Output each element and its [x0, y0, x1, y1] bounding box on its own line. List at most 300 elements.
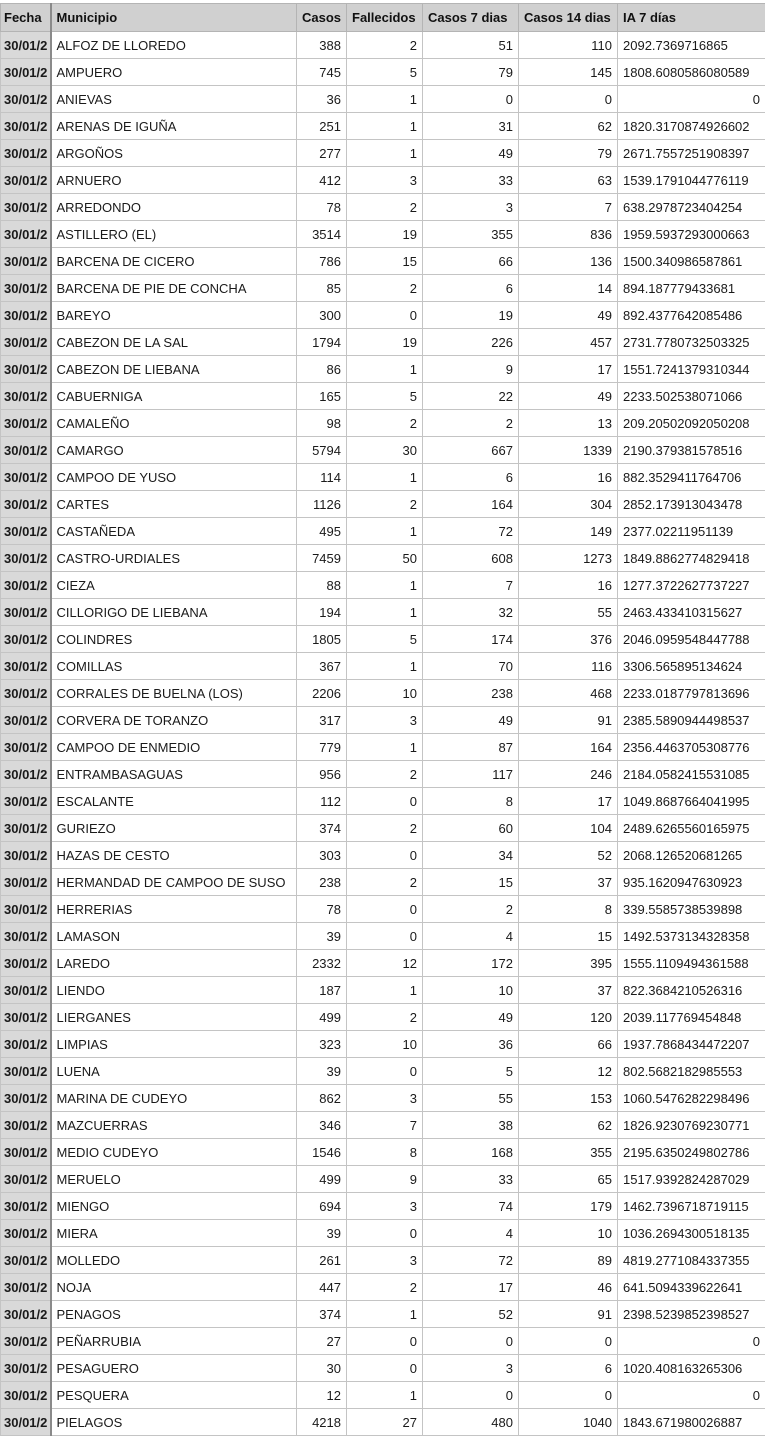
cell-casos-14-dias[interactable]: 1339	[519, 437, 618, 464]
cell-casos[interactable]: 694	[297, 1193, 347, 1220]
cell-ia-7-dias[interactable]: 2195.6350249802786	[618, 1139, 765, 1166]
cell-fallecidos[interactable]: 1	[347, 86, 423, 113]
cell-ia-7-dias[interactable]: 2731.7780732503325	[618, 329, 765, 356]
cell-fecha[interactable]: 30/01/2	[1, 1301, 51, 1328]
cell-casos-14-dias[interactable]: 149	[519, 518, 618, 545]
cell-casos-14-dias[interactable]: 246	[519, 761, 618, 788]
cell-ia-7-dias[interactable]: 1036.2694300518135	[618, 1220, 765, 1247]
cell-municipio[interactable]: MIENGO	[51, 1193, 297, 1220]
cell-municipio[interactable]: CASTRO-URDIALES	[51, 545, 297, 572]
cell-casos-7-dias[interactable]: 51	[423, 32, 519, 59]
cell-fallecidos[interactable]: 3	[347, 167, 423, 194]
cell-ia-7-dias[interactable]: 892.4377642085486	[618, 302, 765, 329]
cell-fallecidos[interactable]: 1	[347, 518, 423, 545]
cell-casos-7-dias[interactable]: 79	[423, 59, 519, 86]
cell-fallecidos[interactable]: 1	[347, 653, 423, 680]
cell-ia-7-dias[interactable]: 935.1620947630923	[618, 869, 765, 896]
cell-casos-7-dias[interactable]: 49	[423, 1004, 519, 1031]
cell-municipio[interactable]: CABUERNIGA	[51, 383, 297, 410]
cell-casos-7-dias[interactable]: 33	[423, 1166, 519, 1193]
cell-ia-7-dias[interactable]: 2184.0582415531085	[618, 761, 765, 788]
cell-casos[interactable]: 499	[297, 1166, 347, 1193]
cell-casos[interactable]: 27	[297, 1328, 347, 1355]
cell-fecha[interactable]: 30/01/2	[1, 437, 51, 464]
cell-casos-7-dias[interactable]: 10	[423, 977, 519, 1004]
cell-fecha[interactable]: 30/01/2	[1, 1409, 51, 1436]
cell-ia-7-dias[interactable]: 1500.340986587861	[618, 248, 765, 275]
cell-casos-14-dias[interactable]: 12	[519, 1058, 618, 1085]
cell-municipio[interactable]: ASTILLERO (EL)	[51, 221, 297, 248]
cell-casos-14-dias[interactable]: 8	[519, 896, 618, 923]
cell-fecha[interactable]: 30/01/2	[1, 572, 51, 599]
cell-municipio[interactable]: HAZAS DE CESTO	[51, 842, 297, 869]
cell-casos[interactable]: 165	[297, 383, 347, 410]
column-header-ia-7-dias[interactable]: IA 7 días	[618, 4, 765, 32]
cell-casos[interactable]: 194	[297, 599, 347, 626]
cell-casos-7-dias[interactable]: 60	[423, 815, 519, 842]
cell-casos-7-dias[interactable]: 4	[423, 1220, 519, 1247]
cell-fallecidos[interactable]: 2	[347, 410, 423, 437]
cell-casos-7-dias[interactable]: 52	[423, 1301, 519, 1328]
cell-casos-14-dias[interactable]: 395	[519, 950, 618, 977]
cell-casos-14-dias[interactable]: 37	[519, 977, 618, 1004]
cell-casos-7-dias[interactable]: 3	[423, 1355, 519, 1382]
cell-municipio[interactable]: LIMPIAS	[51, 1031, 297, 1058]
column-header-municipio[interactable]: Municipio	[51, 4, 297, 32]
cell-municipio[interactable]: NOJA	[51, 1274, 297, 1301]
cell-casos-14-dias[interactable]: 7	[519, 194, 618, 221]
cell-fecha[interactable]: 30/01/2	[1, 329, 51, 356]
cell-fallecidos[interactable]: 5	[347, 626, 423, 653]
cell-casos-14-dias[interactable]: 14	[519, 275, 618, 302]
cell-casos-14-dias[interactable]: 6	[519, 1355, 618, 1382]
cell-casos-14-dias[interactable]: 15	[519, 923, 618, 950]
cell-fecha[interactable]: 30/01/2	[1, 167, 51, 194]
cell-municipio[interactable]: MERUELO	[51, 1166, 297, 1193]
cell-ia-7-dias[interactable]: 1820.3170874926602	[618, 113, 765, 140]
cell-fallecidos[interactable]: 3	[347, 707, 423, 734]
cell-fecha[interactable]: 30/01/2	[1, 1247, 51, 1274]
cell-fecha[interactable]: 30/01/2	[1, 896, 51, 923]
cell-fecha[interactable]: 30/01/2	[1, 977, 51, 1004]
cell-casos-14-dias[interactable]: 63	[519, 167, 618, 194]
cell-fecha[interactable]: 30/01/2	[1, 356, 51, 383]
cell-fecha[interactable]: 30/01/2	[1, 680, 51, 707]
cell-fallecidos[interactable]: 1	[347, 464, 423, 491]
cell-casos-7-dias[interactable]: 36	[423, 1031, 519, 1058]
cell-casos-7-dias[interactable]: 8	[423, 788, 519, 815]
cell-fallecidos[interactable]: 1	[347, 977, 423, 1004]
cell-municipio[interactable]: MEDIO CUDEYO	[51, 1139, 297, 1166]
cell-casos[interactable]: 261	[297, 1247, 347, 1274]
cell-casos-14-dias[interactable]: 0	[519, 86, 618, 113]
cell-casos-7-dias[interactable]: 15	[423, 869, 519, 896]
cell-fallecidos[interactable]: 2	[347, 32, 423, 59]
cell-casos-14-dias[interactable]: 17	[519, 788, 618, 815]
cell-municipio[interactable]: ARGOÑOS	[51, 140, 297, 167]
cell-casos-7-dias[interactable]: 4	[423, 923, 519, 950]
cell-municipio[interactable]: HERRERIAS	[51, 896, 297, 923]
cell-casos-7-dias[interactable]: 117	[423, 761, 519, 788]
cell-fallecidos[interactable]: 0	[347, 1355, 423, 1382]
cell-fecha[interactable]: 30/01/2	[1, 545, 51, 572]
cell-casos-7-dias[interactable]: 0	[423, 1382, 519, 1409]
cell-casos-7-dias[interactable]: 55	[423, 1085, 519, 1112]
cell-casos[interactable]: 447	[297, 1274, 347, 1301]
cell-casos-7-dias[interactable]: 34	[423, 842, 519, 869]
cell-casos-14-dias[interactable]: 16	[519, 464, 618, 491]
cell-casos[interactable]: 112	[297, 788, 347, 815]
cell-ia-7-dias[interactable]: 1555.1109494361588	[618, 950, 765, 977]
cell-fallecidos[interactable]: 1	[347, 356, 423, 383]
cell-fallecidos[interactable]: 0	[347, 842, 423, 869]
cell-casos[interactable]: 30	[297, 1355, 347, 1382]
cell-fecha[interactable]: 30/01/2	[1, 788, 51, 815]
cell-municipio[interactable]: PENAGOS	[51, 1301, 297, 1328]
cell-casos[interactable]: 374	[297, 815, 347, 842]
cell-municipio[interactable]: PEÑARRUBIA	[51, 1328, 297, 1355]
cell-municipio[interactable]: CABEZON DE LA SAL	[51, 329, 297, 356]
cell-fallecidos[interactable]: 1	[347, 113, 423, 140]
cell-casos[interactable]: 2332	[297, 950, 347, 977]
cell-casos[interactable]: 779	[297, 734, 347, 761]
cell-fecha[interactable]: 30/01/2	[1, 734, 51, 761]
cell-casos[interactable]: 786	[297, 248, 347, 275]
cell-ia-7-dias[interactable]: 802.5682182985553	[618, 1058, 765, 1085]
cell-casos[interactable]: 39	[297, 923, 347, 950]
cell-fecha[interactable]: 30/01/2	[1, 653, 51, 680]
cell-casos-7-dias[interactable]: 608	[423, 545, 519, 572]
column-header-fallecidos[interactable]: Fallecidos	[347, 4, 423, 32]
cell-casos-14-dias[interactable]: 136	[519, 248, 618, 275]
cell-fallecidos[interactable]: 7	[347, 1112, 423, 1139]
cell-ia-7-dias[interactable]: 0	[618, 86, 765, 113]
cell-casos[interactable]: 1805	[297, 626, 347, 653]
cell-casos-7-dias[interactable]: 49	[423, 140, 519, 167]
cell-municipio[interactable]: ESCALANTE	[51, 788, 297, 815]
cell-fecha[interactable]: 30/01/2	[1, 1166, 51, 1193]
cell-ia-7-dias[interactable]: 1060.5476282298496	[618, 1085, 765, 1112]
cell-fecha[interactable]: 30/01/2	[1, 59, 51, 86]
cell-casos-14-dias[interactable]: 153	[519, 1085, 618, 1112]
cell-casos-14-dias[interactable]: 16	[519, 572, 618, 599]
cell-casos-14-dias[interactable]: 91	[519, 707, 618, 734]
cell-casos-14-dias[interactable]: 145	[519, 59, 618, 86]
cell-fecha[interactable]: 30/01/2	[1, 842, 51, 869]
cell-fecha[interactable]: 30/01/2	[1, 1328, 51, 1355]
cell-fallecidos[interactable]: 2	[347, 1004, 423, 1031]
cell-fallecidos[interactable]: 0	[347, 1220, 423, 1247]
cell-casos-14-dias[interactable]: 89	[519, 1247, 618, 1274]
cell-casos[interactable]: 114	[297, 464, 347, 491]
cell-casos-14-dias[interactable]: 304	[519, 491, 618, 518]
cell-casos-7-dias[interactable]: 226	[423, 329, 519, 356]
cell-fecha[interactable]: 30/01/2	[1, 599, 51, 626]
cell-ia-7-dias[interactable]: 1826.9230769230771	[618, 1112, 765, 1139]
cell-casos-14-dias[interactable]: 376	[519, 626, 618, 653]
cell-municipio[interactable]: CORVERA DE TORANZO	[51, 707, 297, 734]
cell-casos-7-dias[interactable]: 33	[423, 167, 519, 194]
cell-casos-7-dias[interactable]: 480	[423, 1409, 519, 1436]
cell-casos-14-dias[interactable]: 65	[519, 1166, 618, 1193]
column-header-fecha[interactable]: Fecha	[1, 4, 51, 32]
cell-casos-7-dias[interactable]: 164	[423, 491, 519, 518]
cell-ia-7-dias[interactable]: 2489.6265560165975	[618, 815, 765, 842]
cell-municipio[interactable]: PESQUERA	[51, 1382, 297, 1409]
cell-casos-14-dias[interactable]: 1273	[519, 545, 618, 572]
cell-fecha[interactable]: 30/01/2	[1, 1112, 51, 1139]
cell-ia-7-dias[interactable]: 0	[618, 1328, 765, 1355]
cell-ia-7-dias[interactable]: 894.187779433681	[618, 275, 765, 302]
cell-casos-7-dias[interactable]: 72	[423, 518, 519, 545]
cell-casos-7-dias[interactable]: 22	[423, 383, 519, 410]
cell-casos-14-dias[interactable]: 13	[519, 410, 618, 437]
cell-ia-7-dias[interactable]: 2852.173913043478	[618, 491, 765, 518]
cell-fallecidos[interactable]: 3	[347, 1193, 423, 1220]
cell-casos-14-dias[interactable]: 66	[519, 1031, 618, 1058]
cell-casos-7-dias[interactable]: 49	[423, 707, 519, 734]
cell-casos-14-dias[interactable]: 55	[519, 599, 618, 626]
cell-casos-14-dias[interactable]: 49	[519, 383, 618, 410]
cell-casos-7-dias[interactable]: 168	[423, 1139, 519, 1166]
cell-casos[interactable]: 745	[297, 59, 347, 86]
cell-fallecidos[interactable]: 1	[347, 1301, 423, 1328]
cell-casos-14-dias[interactable]: 104	[519, 815, 618, 842]
cell-ia-7-dias[interactable]: 1843.671980026887	[618, 1409, 765, 1436]
cell-fecha[interactable]: 30/01/2	[1, 815, 51, 842]
cell-casos-7-dias[interactable]: 32	[423, 599, 519, 626]
cell-fallecidos[interactable]: 27	[347, 1409, 423, 1436]
cell-ia-7-dias[interactable]: 822.3684210526316	[618, 977, 765, 1004]
cell-fecha[interactable]: 30/01/2	[1, 1058, 51, 1085]
cell-fecha[interactable]: 30/01/2	[1, 869, 51, 896]
cell-fallecidos[interactable]: 12	[347, 950, 423, 977]
cell-casos-14-dias[interactable]: 10	[519, 1220, 618, 1247]
cell-fecha[interactable]: 30/01/2	[1, 302, 51, 329]
cell-municipio[interactable]: CASTAÑEDA	[51, 518, 297, 545]
cell-municipio[interactable]: AMPUERO	[51, 59, 297, 86]
cell-casos[interactable]: 1546	[297, 1139, 347, 1166]
cell-casos-14-dias[interactable]: 49	[519, 302, 618, 329]
cell-ia-7-dias[interactable]: 1808.6080586080589	[618, 59, 765, 86]
cell-casos-7-dias[interactable]: 66	[423, 248, 519, 275]
cell-casos[interactable]: 1126	[297, 491, 347, 518]
cell-ia-7-dias[interactable]: 4819.2771084337355	[618, 1247, 765, 1274]
cell-casos[interactable]: 862	[297, 1085, 347, 1112]
cell-ia-7-dias[interactable]: 2671.7557251908397	[618, 140, 765, 167]
cell-fallecidos[interactable]: 2	[347, 815, 423, 842]
column-header-casos[interactable]: Casos	[297, 4, 347, 32]
cell-fallecidos[interactable]: 19	[347, 221, 423, 248]
cell-fecha[interactable]: 30/01/2	[1, 491, 51, 518]
cell-fecha[interactable]: 30/01/2	[1, 464, 51, 491]
cell-municipio[interactable]: ENTRAMBASAGUAS	[51, 761, 297, 788]
cell-ia-7-dias[interactable]: 1517.9392824287029	[618, 1166, 765, 1193]
cell-casos-7-dias[interactable]: 17	[423, 1274, 519, 1301]
cell-municipio[interactable]: COMILLAS	[51, 653, 297, 680]
cell-casos[interactable]: 300	[297, 302, 347, 329]
cell-municipio[interactable]: LIENDO	[51, 977, 297, 1004]
cell-municipio[interactable]: CORRALES DE BUELNA (LOS)	[51, 680, 297, 707]
cell-casos-7-dias[interactable]: 5	[423, 1058, 519, 1085]
cell-municipio[interactable]: LAREDO	[51, 950, 297, 977]
cell-fecha[interactable]: 30/01/2	[1, 1085, 51, 1112]
column-header-casos-14-dias[interactable]: Casos 14 dias	[519, 4, 618, 32]
cell-fallecidos[interactable]: 1	[347, 572, 423, 599]
cell-casos-7-dias[interactable]: 87	[423, 734, 519, 761]
cell-casos-14-dias[interactable]: 164	[519, 734, 618, 761]
cell-ia-7-dias[interactable]: 1849.8862774829418	[618, 545, 765, 572]
cell-fallecidos[interactable]: 30	[347, 437, 423, 464]
cell-casos-7-dias[interactable]: 70	[423, 653, 519, 680]
cell-fallecidos[interactable]: 3	[347, 1085, 423, 1112]
cell-fallecidos[interactable]: 0	[347, 788, 423, 815]
cell-casos-14-dias[interactable]: 1040	[519, 1409, 618, 1436]
cell-fallecidos[interactable]: 2	[347, 491, 423, 518]
cell-casos-14-dias[interactable]: 91	[519, 1301, 618, 1328]
cell-fallecidos[interactable]: 8	[347, 1139, 423, 1166]
cell-casos-7-dias[interactable]: 19	[423, 302, 519, 329]
cell-ia-7-dias[interactable]: 2398.5239852398527	[618, 1301, 765, 1328]
cell-casos-7-dias[interactable]: 174	[423, 626, 519, 653]
cell-municipio[interactable]: ARENAS DE IGUÑA	[51, 113, 297, 140]
cell-casos[interactable]: 346	[297, 1112, 347, 1139]
cell-casos-7-dias[interactable]: 7	[423, 572, 519, 599]
cell-casos-14-dias[interactable]: 52	[519, 842, 618, 869]
cell-casos[interactable]: 499	[297, 1004, 347, 1031]
cell-casos[interactable]: 78	[297, 896, 347, 923]
cell-casos-14-dias[interactable]: 0	[519, 1382, 618, 1409]
cell-casos-7-dias[interactable]: 238	[423, 680, 519, 707]
cell-ia-7-dias[interactable]: 1539.1791044776119	[618, 167, 765, 194]
cell-ia-7-dias[interactable]: 2039.117769454848	[618, 1004, 765, 1031]
cell-casos[interactable]: 98	[297, 410, 347, 437]
cell-fallecidos[interactable]: 2	[347, 761, 423, 788]
cell-casos[interactable]: 374	[297, 1301, 347, 1328]
cell-fecha[interactable]: 30/01/2	[1, 923, 51, 950]
cell-casos[interactable]: 412	[297, 167, 347, 194]
cell-casos-14-dias[interactable]: 62	[519, 1112, 618, 1139]
cell-municipio[interactable]: ALFOZ DE LLOREDO	[51, 32, 297, 59]
cell-casos[interactable]: 5794	[297, 437, 347, 464]
cell-casos-14-dias[interactable]: 17	[519, 356, 618, 383]
cell-ia-7-dias[interactable]: 209.20502092050208	[618, 410, 765, 437]
cell-ia-7-dias[interactable]: 2385.5890944498537	[618, 707, 765, 734]
cell-ia-7-dias[interactable]: 1551.7241379310344	[618, 356, 765, 383]
cell-casos[interactable]: 1794	[297, 329, 347, 356]
cell-municipio[interactable]: CABEZON DE LIEBANA	[51, 356, 297, 383]
cell-fallecidos[interactable]: 0	[347, 302, 423, 329]
cell-fallecidos[interactable]: 2	[347, 1274, 423, 1301]
cell-fallecidos[interactable]: 9	[347, 1166, 423, 1193]
cell-ia-7-dias[interactable]: 1462.7396718719115	[618, 1193, 765, 1220]
cell-municipio[interactable]: HERMANDAD DE CAMPOO DE SUSO	[51, 869, 297, 896]
cell-casos-14-dias[interactable]: 179	[519, 1193, 618, 1220]
cell-casos-14-dias[interactable]: 120	[519, 1004, 618, 1031]
cell-fallecidos[interactable]: 19	[347, 329, 423, 356]
cell-casos-14-dias[interactable]: 37	[519, 869, 618, 896]
cell-ia-7-dias[interactable]: 1020.408163265306	[618, 1355, 765, 1382]
cell-casos[interactable]: 12	[297, 1382, 347, 1409]
cell-casos[interactable]: 367	[297, 653, 347, 680]
cell-fallecidos[interactable]: 1	[347, 1382, 423, 1409]
cell-casos[interactable]: 88	[297, 572, 347, 599]
cell-casos-7-dias[interactable]: 172	[423, 950, 519, 977]
cell-municipio[interactable]: BARCENA DE CICERO	[51, 248, 297, 275]
cell-municipio[interactable]: CIEZA	[51, 572, 297, 599]
cell-casos[interactable]: 388	[297, 32, 347, 59]
cell-fecha[interactable]: 30/01/2	[1, 950, 51, 977]
cell-ia-7-dias[interactable]: 2092.7369716865	[618, 32, 765, 59]
cell-fecha[interactable]: 30/01/2	[1, 1220, 51, 1247]
cell-fallecidos[interactable]: 15	[347, 248, 423, 275]
cell-casos[interactable]: 4218	[297, 1409, 347, 1436]
cell-casos[interactable]: 7459	[297, 545, 347, 572]
cell-fallecidos[interactable]: 10	[347, 680, 423, 707]
cell-casos-14-dias[interactable]: 79	[519, 140, 618, 167]
cell-municipio[interactable]: MARINA DE CUDEYO	[51, 1085, 297, 1112]
cell-municipio[interactable]: BARCENA DE PIE DE CONCHA	[51, 275, 297, 302]
cell-ia-7-dias[interactable]: 0	[618, 1382, 765, 1409]
cell-casos[interactable]: 277	[297, 140, 347, 167]
cell-fecha[interactable]: 30/01/2	[1, 761, 51, 788]
cell-casos[interactable]: 956	[297, 761, 347, 788]
cell-casos-7-dias[interactable]: 0	[423, 1328, 519, 1355]
cell-municipio[interactable]: CARTES	[51, 491, 297, 518]
cell-fecha[interactable]: 30/01/2	[1, 1004, 51, 1031]
cell-casos[interactable]: 238	[297, 869, 347, 896]
cell-casos[interactable]: 39	[297, 1058, 347, 1085]
cell-fecha[interactable]: 30/01/2	[1, 1355, 51, 1382]
cell-casos-7-dias[interactable]: 31	[423, 113, 519, 140]
cell-casos-14-dias[interactable]: 468	[519, 680, 618, 707]
cell-fallecidos[interactable]: 2	[347, 194, 423, 221]
cell-ia-7-dias[interactable]: 339.5585738539898	[618, 896, 765, 923]
cell-ia-7-dias[interactable]: 638.2978723404254	[618, 194, 765, 221]
cell-fecha[interactable]: 30/01/2	[1, 1031, 51, 1058]
cell-casos-14-dias[interactable]: 116	[519, 653, 618, 680]
cell-casos[interactable]: 495	[297, 518, 347, 545]
cell-municipio[interactable]: COLINDRES	[51, 626, 297, 653]
cell-casos-7-dias[interactable]: 2	[423, 410, 519, 437]
cell-municipio[interactable]: MIERA	[51, 1220, 297, 1247]
cell-municipio[interactable]: CILLORIGO DE LIEBANA	[51, 599, 297, 626]
cell-municipio[interactable]: LUENA	[51, 1058, 297, 1085]
cell-casos-7-dias[interactable]: 9	[423, 356, 519, 383]
cell-casos-7-dias[interactable]: 3	[423, 194, 519, 221]
cell-casos[interactable]: 39	[297, 1220, 347, 1247]
cell-ia-7-dias[interactable]: 1492.5373134328358	[618, 923, 765, 950]
cell-ia-7-dias[interactable]: 2463.433410315627	[618, 599, 765, 626]
cell-ia-7-dias[interactable]: 641.5094339622641	[618, 1274, 765, 1301]
cell-casos[interactable]: 303	[297, 842, 347, 869]
cell-fecha[interactable]: 30/01/2	[1, 194, 51, 221]
cell-municipio[interactable]: PIELAGOS	[51, 1409, 297, 1436]
cell-ia-7-dias[interactable]: 1277.3722627737227	[618, 572, 765, 599]
cell-fecha[interactable]: 30/01/2	[1, 518, 51, 545]
cell-casos-14-dias[interactable]: 0	[519, 1328, 618, 1355]
cell-casos-7-dias[interactable]: 38	[423, 1112, 519, 1139]
cell-ia-7-dias[interactable]: 2233.502538071066	[618, 383, 765, 410]
cell-casos[interactable]: 85	[297, 275, 347, 302]
cell-municipio[interactable]: ARNUERO	[51, 167, 297, 194]
cell-fallecidos[interactable]: 5	[347, 383, 423, 410]
cell-fecha[interactable]: 30/01/2	[1, 140, 51, 167]
cell-municipio[interactable]: LAMASON	[51, 923, 297, 950]
cell-casos[interactable]: 317	[297, 707, 347, 734]
cell-ia-7-dias[interactable]: 2068.126520681265	[618, 842, 765, 869]
cell-fallecidos[interactable]: 1	[347, 734, 423, 761]
